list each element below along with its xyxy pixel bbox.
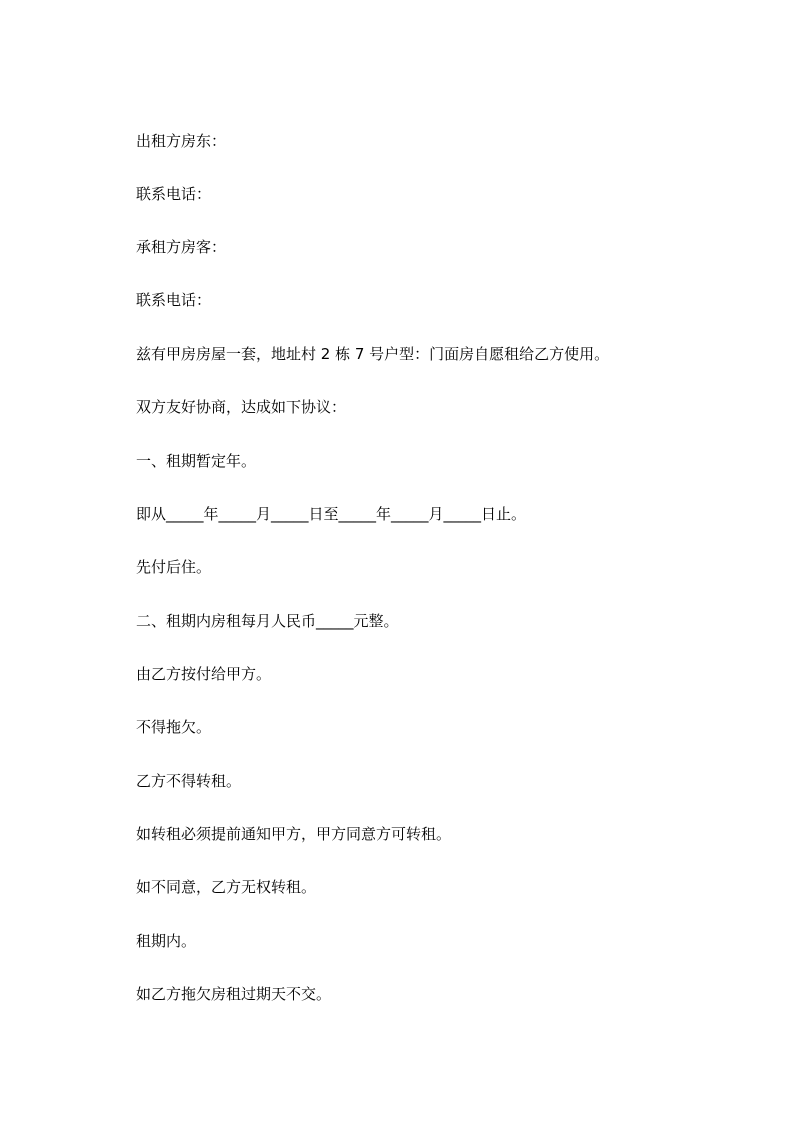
tenant-phone-line: 联系电话： bbox=[136, 291, 212, 309]
sublet-refusal-line: 如不同意，乙方无权转租。 bbox=[136, 878, 317, 896]
payment-method-line: 由乙方按付给甲方。 bbox=[136, 665, 272, 683]
overdue-rent-line: 如乙方拖欠房租过期天不交。 bbox=[136, 985, 332, 1003]
no-arrears-line: 不得拖欠。 bbox=[136, 718, 212, 736]
lease-term-line: 租期内。 bbox=[136, 932, 197, 950]
tenant-line: 承租方房客： bbox=[136, 238, 227, 256]
lease-period-line: 即从_____年_____月_____日至_____年_____月_____日止。 bbox=[136, 505, 527, 523]
clause-two-heading: 二、租期内房租每月人民币_____元整。 bbox=[136, 612, 399, 630]
agreement-intro-line: 双方友好协商，达成如下协议： bbox=[136, 398, 347, 416]
landlord-line: 出租方房东： bbox=[136, 132, 227, 150]
sublet-notice-line: 如转租必须提前通知甲方，甲方同意方可转租。 bbox=[136, 825, 452, 843]
payment-first-line: 先付后住。 bbox=[136, 558, 212, 576]
clause-one-heading: 一、租期暂定年。 bbox=[136, 452, 257, 470]
property-line: 兹有甲房房屋一套，地址村 2 栋 7 号户型：门面房自愿租给乙方使用。 bbox=[136, 345, 610, 363]
landlord-phone-line: 联系电话： bbox=[136, 185, 212, 203]
no-sublet-line: 乙方不得转租。 bbox=[136, 772, 242, 790]
